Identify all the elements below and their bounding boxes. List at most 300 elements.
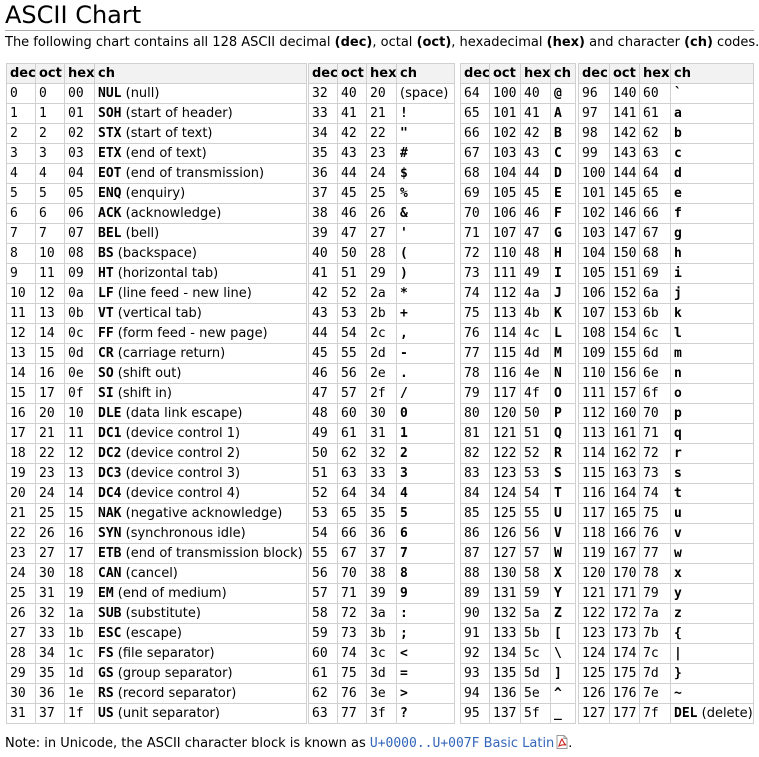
char-cell <box>671 424 754 444</box>
table-row <box>579 104 754 124</box>
table-row <box>461 604 576 624</box>
char-cell <box>397 104 455 124</box>
char-glyph: - <box>400 345 408 361</box>
dec-cell: 121 <box>579 584 610 604</box>
dec-cell: 103 <box>579 224 610 244</box>
hex-cell: 62 <box>640 124 671 144</box>
oct-cell: 176 <box>610 684 640 704</box>
char-cell <box>551 484 576 504</box>
char-cell <box>95 384 307 404</box>
oct-cell: 61 <box>338 424 367 444</box>
char-glyph: S <box>554 465 562 481</box>
char-glyph: H <box>554 245 562 261</box>
char-cell <box>551 84 576 104</box>
table-row <box>309 184 455 204</box>
oct-cell: 112 <box>490 284 521 304</box>
char-glyph: e <box>674 185 682 201</box>
char-cell <box>397 264 455 284</box>
oct-cell: 23 <box>36 464 65 484</box>
hex-cell: 54 <box>521 484 551 504</box>
table-row <box>579 204 754 224</box>
char-glyph: U <box>554 505 562 521</box>
hex-cell: 4a <box>521 284 551 304</box>
table-row <box>309 424 455 444</box>
hex-cell: 17 <box>65 544 95 564</box>
hex-cell: 32 <box>367 444 397 464</box>
char-cell <box>397 544 455 564</box>
char-glyph: a <box>674 105 682 121</box>
char-cell <box>95 624 307 644</box>
hex-cell: 00 <box>65 84 95 104</box>
char-glyph: 5 <box>400 505 408 521</box>
oct-cell: 2 <box>36 124 65 144</box>
table-row <box>7 464 307 484</box>
hex-cell: 69 <box>640 264 671 284</box>
char-glyph: N <box>554 365 562 381</box>
oct-cell: 160 <box>610 404 640 424</box>
char-cell <box>95 404 307 424</box>
hex-cell: 12 <box>65 444 95 464</box>
char-glyph: 8 <box>400 565 408 581</box>
char-glyph: + <box>400 305 408 321</box>
char-glyph: V <box>554 525 562 541</box>
char-glyph: < <box>400 645 408 661</box>
char-glyph: } <box>674 665 682 681</box>
control-abbr: GS <box>98 665 114 681</box>
dec-header: dec <box>579 64 610 84</box>
dec-cell: 10 <box>7 284 36 304</box>
oct-header: oct <box>490 64 521 84</box>
hex-cell: 16 <box>65 524 95 544</box>
table-row <box>461 84 576 104</box>
char-glyph: h <box>674 245 682 261</box>
control-abbr: DLE <box>98 405 122 421</box>
char-cell <box>95 144 307 164</box>
control-description: (shift in) <box>117 385 172 401</box>
table-row <box>579 224 754 244</box>
oct-cell: 63 <box>338 464 367 484</box>
table-row <box>579 704 754 724</box>
control-abbr: DC3 <box>98 465 122 481</box>
char-cell <box>95 344 307 364</box>
char-glyph: " <box>400 125 408 141</box>
hex-cell: 7a <box>640 604 671 624</box>
basic-latin-link[interactable] <box>370 736 554 751</box>
dec-cell: 33 <box>309 104 338 124</box>
dec-cell: 61 <box>309 664 338 684</box>
dec-cell: 2 <box>7 124 36 144</box>
hex-cell: 4b <box>521 304 551 324</box>
hex-cell: 61 <box>640 104 671 124</box>
control-abbr: DC1 <box>98 425 122 441</box>
control-abbr: SYN <box>98 525 122 541</box>
char-cell <box>551 384 576 404</box>
table-row <box>579 244 754 264</box>
ch-header: ch <box>95 64 307 84</box>
char-glyph: ; <box>400 625 408 641</box>
oct-cell: 155 <box>610 344 640 364</box>
hex-cell: 43 <box>521 144 551 164</box>
control-abbr: CR <box>98 345 114 361</box>
char-glyph: 4 <box>400 485 408 501</box>
char-cell <box>397 524 455 544</box>
char-cell <box>671 224 754 244</box>
char-glyph: ` <box>674 85 682 101</box>
dec-cell: 38 <box>309 204 338 224</box>
control-abbr: NAK <box>98 505 122 521</box>
oct-cell: 174 <box>610 644 640 664</box>
ch-header: ch <box>671 64 754 84</box>
control-abbr: ETX <box>98 145 122 161</box>
table-row <box>7 284 307 304</box>
char-cell <box>397 144 455 164</box>
table-row <box>461 404 576 424</box>
char-cell <box>95 484 307 504</box>
char-glyph: . <box>400 365 408 381</box>
control-description: (end of transmission) <box>125 165 265 181</box>
char-glyph: ] <box>554 665 562 681</box>
dec-cell: 122 <box>579 604 610 624</box>
char-glyph: B <box>554 125 562 141</box>
char-glyph: O <box>554 385 562 401</box>
dec-cell: 24 <box>7 564 36 584</box>
control-description: (null) <box>125 85 160 101</box>
char-cell <box>95 584 307 604</box>
table-row <box>309 504 455 524</box>
char-cell <box>95 644 307 664</box>
control-description: (end of transmission block) <box>125 545 303 561</box>
dec-cell: 57 <box>309 584 338 604</box>
oct-cell: 22 <box>36 444 65 464</box>
table-row <box>461 644 576 664</box>
char-cell <box>95 264 307 284</box>
oct-cell: 74 <box>338 644 367 664</box>
dec-cell: 13 <box>7 344 36 364</box>
char-cell <box>671 364 754 384</box>
dec-cell: 110 <box>579 364 610 384</box>
oct-cell: 135 <box>490 664 521 684</box>
char-cell <box>551 164 576 184</box>
char-glyph: (space) <box>400 85 449 101</box>
oct-cell: 34 <box>36 644 65 664</box>
table-row <box>309 84 455 104</box>
control-description: (start of text) <box>125 125 213 141</box>
dec-cell: 100 <box>579 164 610 184</box>
char-cell <box>95 704 307 724</box>
table-row <box>7 204 307 224</box>
table-row <box>579 664 754 684</box>
hex-cell: 39 <box>367 584 397 604</box>
hex-cell: 5f <box>521 704 551 724</box>
basic-latin-link-code: U+0000..U+007F <box>369 736 480 751</box>
char-glyph: \ <box>554 645 562 661</box>
dec-cell: 48 <box>309 404 338 424</box>
char-cell <box>671 124 754 144</box>
pdf-icon[interactable] <box>556 735 568 749</box>
table-row <box>461 484 576 504</box>
table-row <box>579 184 754 204</box>
control-abbr: US <box>98 705 114 721</box>
char-glyph: Z <box>554 605 562 621</box>
table-row <box>7 624 307 644</box>
char-cell <box>551 664 576 684</box>
hex-cell: 78 <box>640 564 671 584</box>
char-cell <box>671 604 754 624</box>
control-description: (device control 3) <box>125 465 241 481</box>
oct-cell: 6 <box>36 204 65 224</box>
table-row <box>309 464 455 484</box>
hex-cell: 75 <box>640 504 671 524</box>
oct-cell: 1 <box>36 104 65 124</box>
table-row <box>461 624 576 644</box>
table-row <box>309 524 455 544</box>
dec-cell: 42 <box>309 284 338 304</box>
char-cell <box>551 104 576 124</box>
hex-cell: 2b <box>367 304 397 324</box>
oct-cell: 5 <box>36 184 65 204</box>
table-row <box>7 124 307 144</box>
oct-cell: 156 <box>610 364 640 384</box>
table-row <box>309 644 455 664</box>
ascii-table-control <box>6 63 307 724</box>
oct-cell: 77 <box>338 704 367 724</box>
oct-cell: 125 <box>490 504 521 524</box>
hex-cell: 5a <box>521 604 551 624</box>
dec-cell: 26 <box>7 604 36 624</box>
control-abbr: SUB <box>98 605 122 621</box>
oct-cell: 56 <box>338 364 367 384</box>
dec-cell: 74 <box>461 284 490 304</box>
char-glyph: C <box>554 145 562 161</box>
table-row <box>7 544 307 564</box>
oct-cell: 25 <box>36 504 65 524</box>
dec-cell: 99 <box>579 144 610 164</box>
hex-cell: 67 <box>640 224 671 244</box>
hex-cell: 6f <box>640 384 671 404</box>
control-abbr: SOH <box>98 105 122 121</box>
char-cell <box>551 704 576 724</box>
hex-cell: 5d <box>521 664 551 684</box>
table-row <box>7 364 307 384</box>
title-divider <box>5 30 754 31</box>
char-cell <box>671 464 754 484</box>
hex-cell: 46 <box>521 204 551 224</box>
table-row <box>461 184 576 204</box>
char-cell <box>551 424 576 444</box>
char-glyph: $ <box>400 165 408 181</box>
dec-cell: 3 <box>7 144 36 164</box>
dec-cell: 17 <box>7 424 36 444</box>
control-abbr: FF <box>98 325 114 341</box>
basic-latin-link-text: Basic Latin <box>479 736 555 751</box>
hex-cell: 29 <box>367 264 397 284</box>
dec-cell: 73 <box>461 264 490 284</box>
oct-cell: 12 <box>36 284 65 304</box>
table-row <box>309 564 455 584</box>
hex-cell: 04 <box>65 164 95 184</box>
dec-cell: 107 <box>579 304 610 324</box>
control-description: (carriage return) <box>117 345 226 361</box>
hex-cell: 52 <box>521 444 551 464</box>
oct-cell: 170 <box>610 564 640 584</box>
hex-cell: 47 <box>521 224 551 244</box>
table-row <box>7 384 307 404</box>
table-row <box>461 364 576 384</box>
control-description: (form feed - new page) <box>117 325 268 341</box>
char-cell <box>671 84 754 104</box>
oct-cell: 102 <box>490 124 521 144</box>
char-cell <box>551 584 576 604</box>
table-row <box>461 204 576 224</box>
oct-cell: 103 <box>490 144 521 164</box>
char-glyph: x <box>674 565 682 581</box>
table-row <box>7 664 307 684</box>
char-cell <box>397 344 455 364</box>
oct-cell: 55 <box>338 344 367 364</box>
hex-cell: 14 <box>65 484 95 504</box>
char-cell <box>671 264 754 284</box>
char-cell <box>95 464 307 484</box>
dec-cell: 91 <box>461 624 490 644</box>
oct-cell: 40 <box>338 84 367 104</box>
oct-cell: 46 <box>338 204 367 224</box>
char-cell <box>671 244 754 264</box>
char-cell <box>551 204 576 224</box>
char-cell <box>95 364 307 384</box>
char-cell <box>671 184 754 204</box>
control-abbr: ENQ <box>98 185 122 201</box>
oct-cell: 17 <box>36 384 65 404</box>
oct-cell: 110 <box>490 244 521 264</box>
char-cell <box>551 264 576 284</box>
char-glyph: 6 <box>400 525 408 541</box>
table-row <box>461 224 576 244</box>
table-row <box>579 324 754 344</box>
table-row <box>461 164 576 184</box>
dec-cell: 30 <box>7 684 36 704</box>
char-cell <box>671 564 754 584</box>
oct-cell: 35 <box>36 664 65 684</box>
hex-cell: 4f <box>521 384 551 404</box>
oct-header: oct <box>338 64 367 84</box>
dec-cell: 69 <box>461 184 490 204</box>
table-row <box>7 524 307 544</box>
dec-cell: 32 <box>309 84 338 104</box>
hex-cell: 30 <box>367 404 397 424</box>
oct-cell: 120 <box>490 404 521 424</box>
hex-cell: 2c <box>367 324 397 344</box>
oct-cell: 76 <box>338 684 367 704</box>
oct-cell: 152 <box>610 284 640 304</box>
dec-cell: 118 <box>579 524 610 544</box>
dec-cell: 81 <box>461 424 490 444</box>
char-cell <box>671 304 754 324</box>
oct-cell: 136 <box>490 684 521 704</box>
ascii-table-uppercase <box>460 63 576 724</box>
hex-cell: 5e <box>521 684 551 704</box>
char-cell <box>671 104 754 124</box>
dec-cell: 88 <box>461 564 490 584</box>
char-cell <box>397 644 455 664</box>
table-row <box>579 624 754 644</box>
dec-cell: 9 <box>7 264 36 284</box>
oct-cell: 121 <box>490 424 521 444</box>
hex-cell: 3d <box>367 664 397 684</box>
dec-cell: 27 <box>7 624 36 644</box>
intro-sep3: and character <box>584 35 685 50</box>
table-row <box>309 124 455 144</box>
control-description: (synchronous idle) <box>125 525 246 541</box>
hex-cell: 1b <box>65 624 95 644</box>
dec-cell: 60 <box>309 644 338 664</box>
control-description: (substitute) <box>125 605 201 621</box>
dec-cell: 123 <box>579 624 610 644</box>
char-cell <box>551 144 576 164</box>
hex-cell: 6e <box>640 364 671 384</box>
hex-cell: 6b <box>640 304 671 324</box>
oct-cell: 101 <box>490 104 521 124</box>
control-description: (device control 2) <box>125 445 241 461</box>
char-glyph: Q <box>554 425 562 441</box>
table-row <box>579 444 754 464</box>
table-row <box>579 264 754 284</box>
dec-cell: 77 <box>461 344 490 364</box>
char-glyph: R <box>554 445 562 461</box>
table-row <box>579 544 754 564</box>
oct-cell: 122 <box>490 444 521 464</box>
intro-sep1: , octal <box>372 35 417 50</box>
control-abbr: FS <box>98 645 114 661</box>
oct-cell: 52 <box>338 284 367 304</box>
table-row <box>461 544 576 564</box>
dec-cell: 50 <box>309 444 338 464</box>
hex-cell: 1a <box>65 604 95 624</box>
oct-cell: 14 <box>36 324 65 344</box>
oct-cell: 164 <box>610 484 640 504</box>
hex-cell: 28 <box>367 244 397 264</box>
intro-paragraph <box>5 34 759 52</box>
dec-cell: 5 <box>7 184 36 204</box>
char-glyph: y <box>674 585 682 601</box>
dec-cell: 58 <box>309 604 338 624</box>
dec-cell: 82 <box>461 444 490 464</box>
hex-cell: 03 <box>65 144 95 164</box>
dec-cell: 23 <box>7 544 36 564</box>
hex-cell: 56 <box>521 524 551 544</box>
table-row <box>461 264 576 284</box>
char-glyph: w <box>674 545 682 561</box>
hex-cell: 77 <box>640 544 671 564</box>
char-glyph: ~ <box>674 685 682 701</box>
hex-cell: 15 <box>65 504 95 524</box>
dec-cell: 120 <box>579 564 610 584</box>
control-abbr: BS <box>98 245 114 261</box>
dec-cell: 53 <box>309 504 338 524</box>
hex-cell: 0e <box>65 364 95 384</box>
char-cell <box>397 84 455 104</box>
dec-cell: 64 <box>461 84 490 104</box>
table-row <box>579 84 754 104</box>
oct-cell: 67 <box>338 544 367 564</box>
hex-cell: 60 <box>640 84 671 104</box>
oct-cell: 64 <box>338 484 367 504</box>
hex-cell: 0a <box>65 284 95 304</box>
control-description: (line feed - new line) <box>117 285 252 301</box>
char-cell <box>671 284 754 304</box>
char-glyph: 2 <box>400 445 408 461</box>
table-row <box>461 564 576 584</box>
table-row <box>579 284 754 304</box>
